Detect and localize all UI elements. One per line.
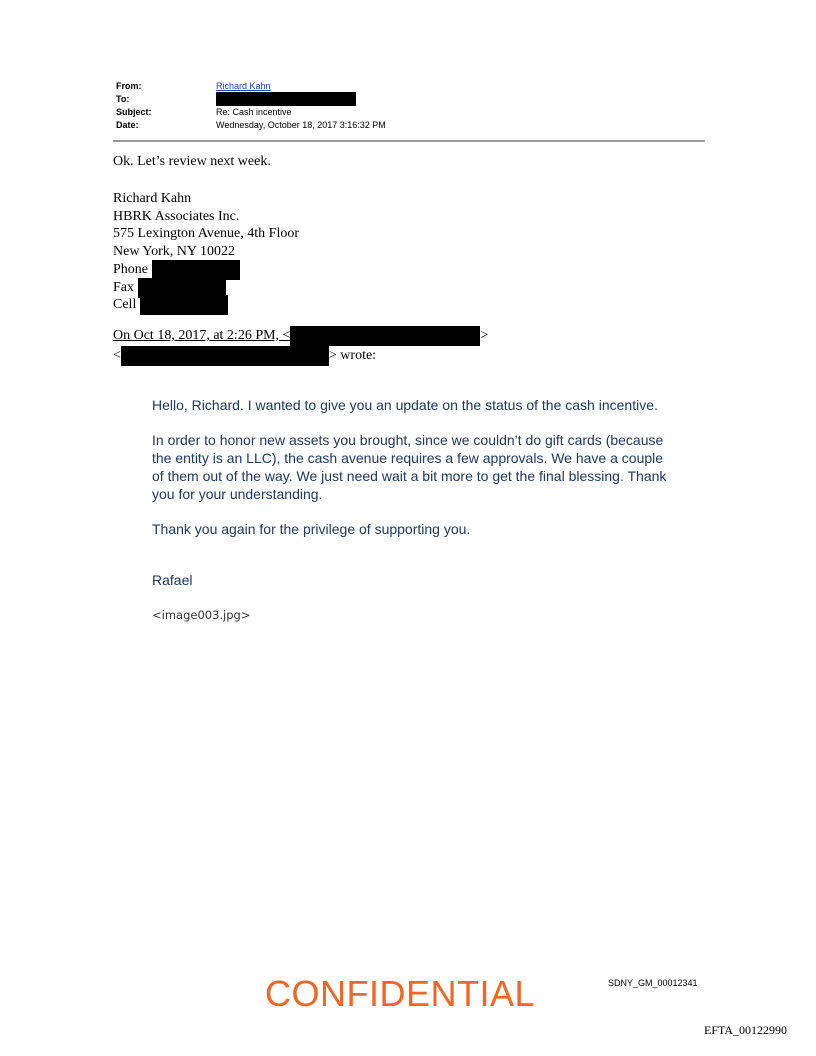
cell-label: Cell <box>113 297 137 313</box>
quoted-paragraph-3: Thank you again for the privilege of supporting you. <box>152 521 471 537</box>
signature-name: Richard Kahn <box>113 191 192 206</box>
sender-redaction-2 <box>121 346 329 366</box>
quote-attribution <box>113 326 488 366</box>
quote-line2-prefix: < <box>113 348 121 364</box>
cell-redaction <box>140 295 228 315</box>
sender-redaction-1 <box>290 326 480 346</box>
subject-value: Re: Cash incentive <box>216 107 292 117</box>
from-link[interactable]: Richard Kahn <box>216 81 271 91</box>
signature-address1: 575 Lexington Avenue, 4th Floor <box>113 226 299 241</box>
signature-fax <box>113 278 299 296</box>
signature-block <box>113 190 299 313</box>
subject-label: Subject: <box>116 107 152 117</box>
quoted-signoff: Rafael <box>152 572 193 588</box>
confidential-stamp: CONFIDENTIAL <box>265 973 536 1014</box>
quoted-paragraph-1: Hello, Richard. I wanted to give you an update on the status of the cash incentive. <box>152 397 658 413</box>
to-label: To: <box>116 94 130 104</box>
phone-label: Phone <box>113 262 148 278</box>
signature-company: HBRK Associates Inc. <box>113 208 240 224</box>
subject-row <box>116 106 386 119</box>
quote-line2 <box>113 346 488 366</box>
header-divider <box>113 140 705 142</box>
fax-label: Fax <box>113 279 134 295</box>
efta-number: EFTA_00122990 <box>704 1023 788 1037</box>
reply-text: Ok. Let’s review next week. <box>113 154 271 169</box>
to-redaction <box>216 92 356 106</box>
image-placeholder: <image003.jpg> <box>152 608 251 622</box>
date-value: Wednesday, October 18, 2017 3:16:32 PM <box>216 120 386 130</box>
date-row <box>116 119 386 132</box>
quote-line1 <box>113 326 488 346</box>
from-label: From: <box>116 81 142 91</box>
signature-phone <box>113 260 299 278</box>
quote-line2-suffix: > wrote: <box>328 348 377 364</box>
bates-number: SDNY_GM_00012341 <box>608 978 698 988</box>
email-header <box>116 80 386 132</box>
quote-line1-prefix: On Oct 18, 2017, at 2:26 PM, < <box>113 328 291 344</box>
quote-line1-suffix: > <box>480 328 489 344</box>
quoted-paragraph-2: In order to honor new assets you brought, since we couldn’t do gift cards (because the entity is an LLC), the cash avenue requires a few approvals. We have a couple of them out of the way. We just need wait a bit more to get the final blessing. Thank you for your understanding. <box>152 432 667 502</box>
date-label: Date: <box>116 120 139 130</box>
signature-cell <box>113 295 299 313</box>
signature-address2: New York, NY 10022 <box>113 243 235 259</box>
to-row <box>116 93 386 106</box>
to-value <box>216 93 356 106</box>
quoted-message <box>152 396 672 624</box>
